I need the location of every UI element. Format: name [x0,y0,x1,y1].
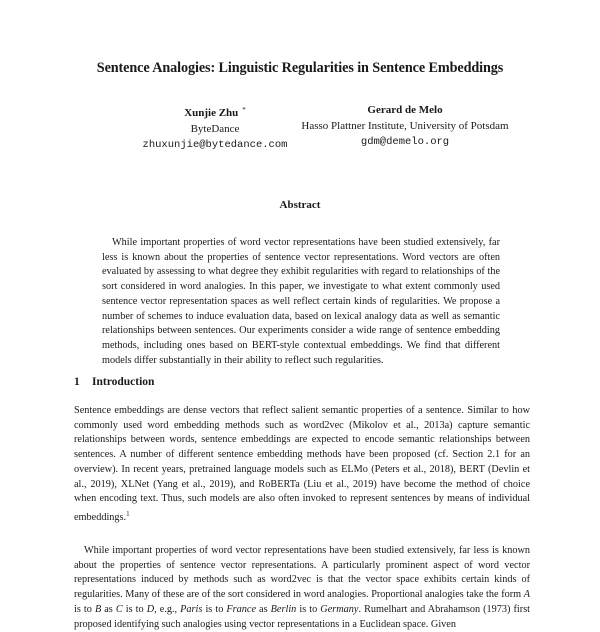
footnote-marker: 1 [126,509,130,518]
author-affiliation: ByteDance [190,123,240,135]
section-number: 1 [74,376,80,388]
intro-p2-s6: as [256,603,271,615]
intro-p2-s2: as [101,603,116,615]
var-a: A [523,589,530,601]
author-email: gdm@demelo.org [360,136,450,148]
example-berlin: Berlin [270,603,297,615]
intro-paragraph-1 [74,404,530,526]
section-heading-introduction [74,376,154,388]
example-paris: Paris [180,603,203,615]
intro-p2-tail: . Rumelhart and Abrahamson (1973) first proposed identifying such analogies using vector representations in a Euclidean space. Given [74,603,531,630]
intro-paragraph-2 [74,544,530,632]
author-block-2 [285,102,525,150]
abstract-heading: Abstract [279,199,321,211]
author-name: Xunjie Zhu [184,107,239,119]
intro-p2-s5: is to [202,603,227,615]
author-name: Gerard de Melo [367,104,443,116]
intro-p2-lead: While important properties of word vector representations have been studied extensively, far less is known about the properties of sentence vector representations. A particularly prominent aspect of word vector representations induced by methods such as word2vec is that the vector space exhibits certain kinds of regularities. Many of these are of the sort considered in word analogies. Proportional analogies take the form [74,545,530,601]
var-d: D [146,603,155,615]
section-title: Introduction [92,376,155,388]
intro-p2-s3: is to [122,603,147,615]
example-france: France [226,603,256,615]
paper-title: Sentence Analogies: Linguistic Regularities in Sentence Embeddings [96,60,504,76]
intro-p2-s4: , e.g., [154,603,181,615]
var-b: B [94,603,102,615]
intro-p2-s7: is to [296,603,321,615]
var-c: C [115,603,123,615]
abstract-text: While important properties of word vector representations have been studied extensively, far less is known about the properties of sentence vector representations. Word vectors are often evaluated by assessing to what degree they exhibit regularities with regard to relationships of the sort considered in word analogies. In this paper, we investigate to what extent commonly used sentence vector representation spaces as well reflect certain kinds of regularities. We propose a number of schemes to induce evaluation data, based on lexical analogy data as well as semantic relationships between sentences. Our experiments consider a wide range of sentence embedding methods, including ones based on BERT-style contextual embeddings. We find that different models differ substantially in their ability to reflect such regularities. [102,237,500,366]
intro-p2-s1: is to [74,603,95,615]
author-email: zhuxunjie@bytedance.com [142,139,288,151]
example-germany: Germany [320,603,359,615]
intro-paragraph-1-text: Sentence embeddings are dense vectors that reflect salient semantic properties of a sentence. Similar to how commonly used word embedding methods such as word2vec (Mikolov et al., 2013a) capture semantic relationships between words, sentence embeddings are expected to encode semantic relationships between sentences. A number of different sentence embedding methods have been proposed (cf. Section 2.1 for an overview). In recent years, pretrained language models such as ELMo (Peters et al., 2018), BERT (Devlin et al., 2019), XLNet (Yang et al., 2019), and RoBERTa (Liu et al., 2019) have become the method of choice when encoding text. Thus, such models are also often invoked to represent sentences by means of individual embeddings. [74,405,530,523]
author-affiliation: Hasso Plattner Institute, University of Potsdam [301,120,509,132]
author-footnote-mark: * [242,106,246,114]
